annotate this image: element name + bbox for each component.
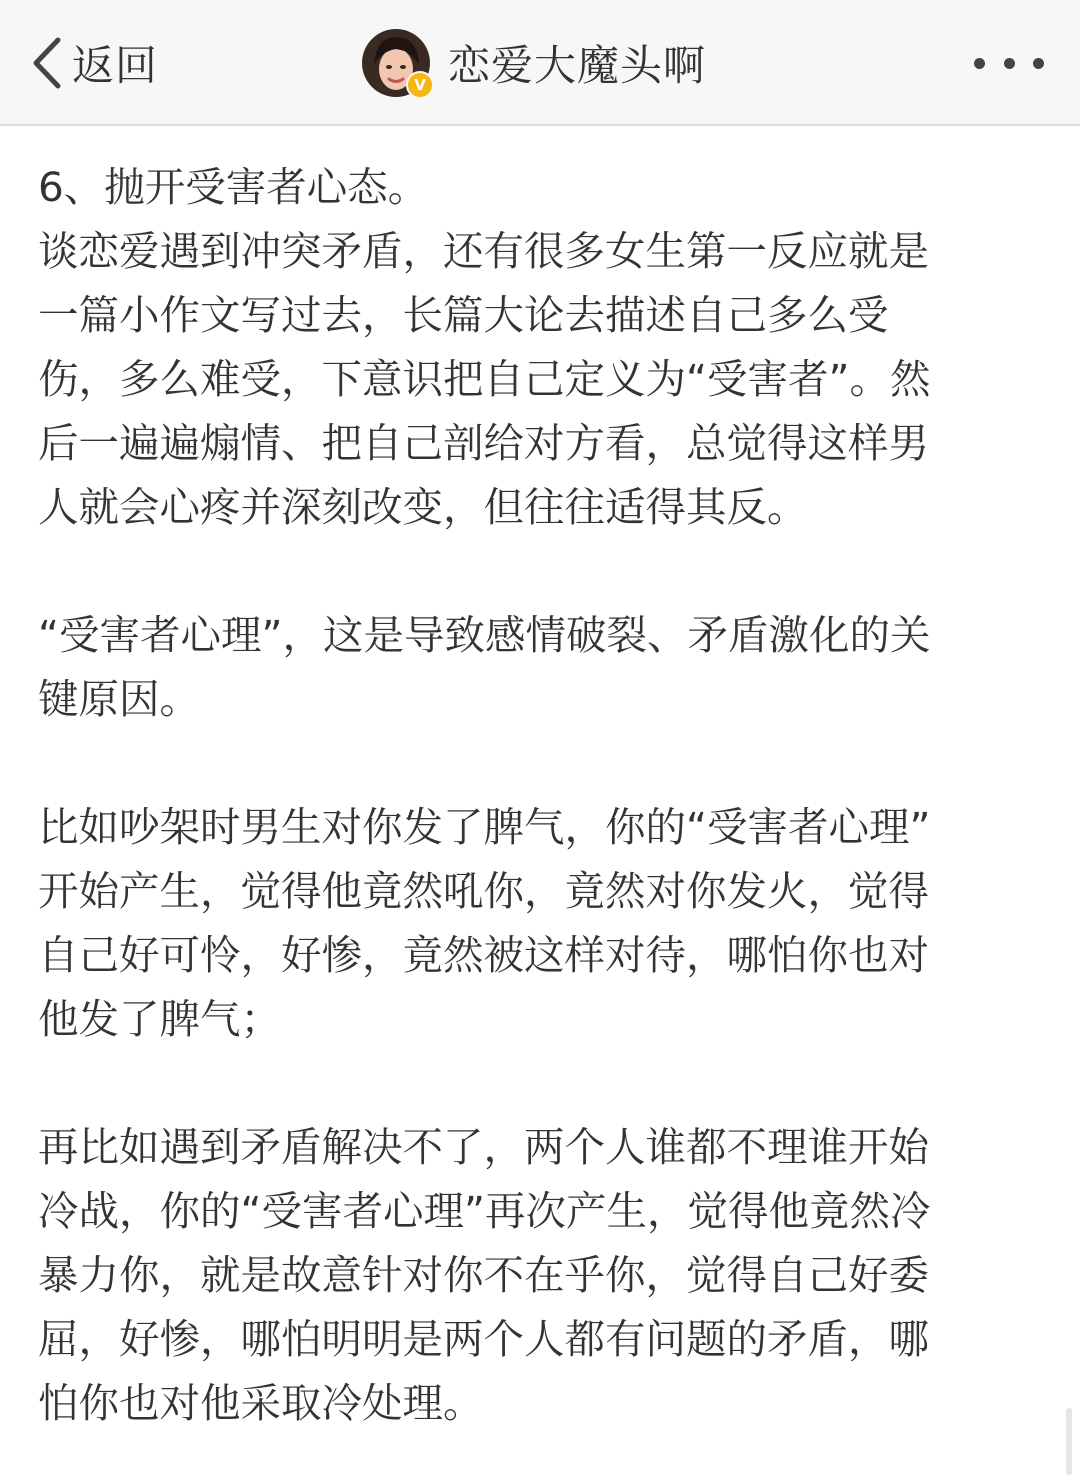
text-line: 一篇小作文写过去，长篇大论去描述自己多么受: [38, 291, 889, 339]
paragraph-4: [38, 1115, 1018, 1435]
author-username[interactable]: 恋爱大魔头啊: [448, 41, 707, 90]
back-label: 返回: [72, 41, 159, 90]
text-line: 比如吵架时男生对你发了脾气，你的“受害者心理”: [38, 803, 931, 851]
scrollbar[interactable]: [1066, 1408, 1072, 1475]
text-line: 冷战，你的“受害者心理”再次产生，觉得他竟然冷: [38, 1187, 931, 1235]
paragraph-2: [38, 603, 1018, 731]
text-line: “受害者心理”，这是导致感情破裂、矛盾激化的关: [38, 611, 931, 659]
text-line: 怕你也对他采取冷处理。: [38, 1379, 484, 1427]
text-line: 6、抛开受害者心态。: [38, 163, 429, 211]
top-navigation-bar: [0, 0, 1080, 126]
article-body: [38, 155, 1018, 1435]
ellipsis-icon: [974, 58, 985, 69]
text-line: 后一遍遍煽情、把自己剖给对方看，总觉得这样男: [38, 419, 929, 467]
ellipsis-icon: [1004, 58, 1015, 69]
text-line: 人就会心疼并深刻改变，但往往适得其反。: [38, 483, 808, 531]
author-profile[interactable]: [362, 28, 706, 98]
ellipsis-icon: [1033, 58, 1044, 69]
text-line: 再比如遇到矛盾解决不了，两个人谁都不理谁开始: [38, 1123, 929, 1171]
text-line: 开始产生，觉得他竟然吼你，竟然对你发火，觉得: [38, 867, 929, 915]
paragraph-1: [38, 155, 1018, 539]
verified-badge-icon: V: [406, 71, 434, 99]
text-line: 屈，好惨，哪怕明明是两个人都有问题的矛盾，哪: [38, 1315, 929, 1363]
more-options-button[interactable]: [974, 48, 1044, 78]
paragraph-gap: [38, 1051, 1018, 1115]
text-line: 自己好可怜，好惨，竟然被这样对待，哪怕你也对: [38, 931, 929, 979]
paragraph-gap: [38, 539, 1018, 603]
avatar[interactable]: [362, 29, 430, 97]
back-button[interactable]: [30, 30, 158, 96]
paragraph-gap: [38, 731, 1018, 795]
text-line: 伤，多么难受，下意识把自己定义为“受害者”。然: [38, 355, 931, 403]
text-line: 键原因。: [38, 675, 200, 723]
paragraph-3: [38, 795, 1018, 1051]
text-line: 暴力你，就是故意针对你不在乎你，觉得自己好委: [38, 1251, 929, 1299]
text-line: 谈恋爱遇到冲突矛盾，还有很多女生第一反应就是: [38, 227, 929, 275]
chevron-left-icon: [30, 34, 64, 92]
text-line: 他发了脾气；: [38, 995, 281, 1043]
